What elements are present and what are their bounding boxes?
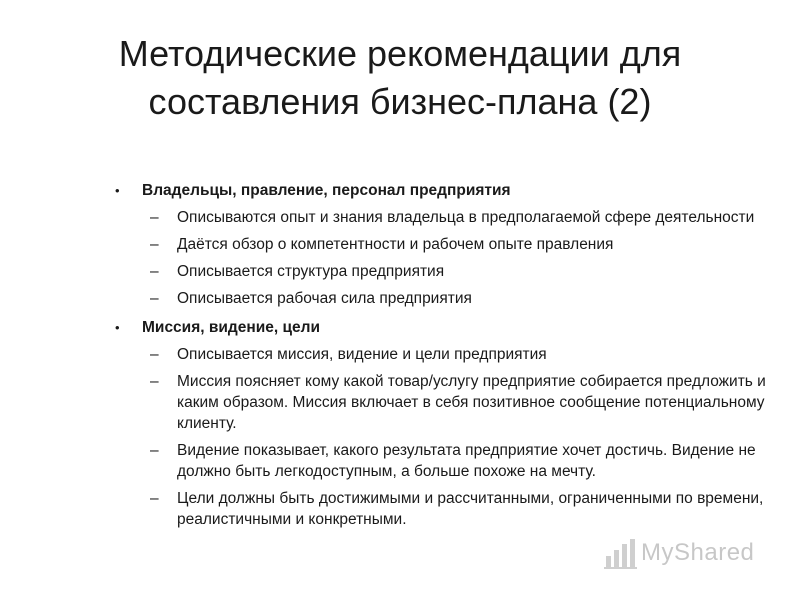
list-item-text: Даётся обзор о компетентности и рабочем опыте правления bbox=[177, 236, 614, 253]
list-item-text: Описывается структура предприятия bbox=[177, 263, 445, 280]
dash-icon: – bbox=[150, 442, 159, 459]
watermark-text: MyShared bbox=[641, 539, 755, 566]
section-heading-text: Миссия, видение, цели bbox=[142, 319, 321, 336]
list-item bbox=[115, 207, 785, 228]
list-item bbox=[115, 234, 785, 255]
list-item-text: Цели должны быть достижимыми и рассчитанными, ограниченными по времени, реалистичными и конкретными. bbox=[177, 490, 764, 528]
dash-icon: – bbox=[150, 236, 159, 253]
dash-icon: – bbox=[150, 209, 159, 226]
slide-content bbox=[115, 180, 785, 538]
dash-icon: – bbox=[150, 290, 159, 307]
bullet-icon: • bbox=[115, 183, 120, 198]
list-item-text: Описывается рабочая сила предприятия bbox=[177, 290, 472, 307]
section-heading bbox=[115, 180, 785, 201]
list-item-text: Описывается миссия, видение и цели предприятия bbox=[177, 346, 547, 363]
dash-icon: – bbox=[150, 263, 159, 280]
list-item bbox=[115, 488, 785, 530]
dash-icon: – bbox=[150, 373, 159, 390]
list-item bbox=[115, 288, 785, 309]
list-item bbox=[115, 261, 785, 282]
list-item bbox=[115, 344, 785, 365]
list-item-text: Описываются опыт и знания владельца в предполагаемой сфере деятельности bbox=[177, 209, 755, 226]
list-item-text: Видение показывает, какого результата предприятие хочет достичь. Видение не должно быть легкодоступным, а больше похоже на мечту. bbox=[177, 442, 756, 480]
watermark bbox=[603, 532, 768, 572]
dash-icon: – bbox=[150, 346, 159, 363]
slide-title: Методические рекомендации для составления бизнес-плана (2) bbox=[118, 33, 682, 122]
chart-logo-icon bbox=[603, 536, 639, 570]
list-item-text: Миссия поясняет кому какой товар/услугу предприятие собирается предложить и каким образом. Миссия включает в себя позитивное сообщение потенциальному клиенту. bbox=[177, 373, 766, 432]
section-heading bbox=[115, 317, 785, 338]
bullet-icon: • bbox=[115, 320, 120, 335]
dash-icon: – bbox=[150, 490, 159, 507]
section-owners bbox=[115, 180, 785, 309]
list-item bbox=[115, 371, 785, 434]
list-item bbox=[115, 440, 785, 482]
section-mission bbox=[115, 317, 785, 530]
section-heading-text: Владельцы, правление, персонал предприятия bbox=[142, 182, 511, 199]
